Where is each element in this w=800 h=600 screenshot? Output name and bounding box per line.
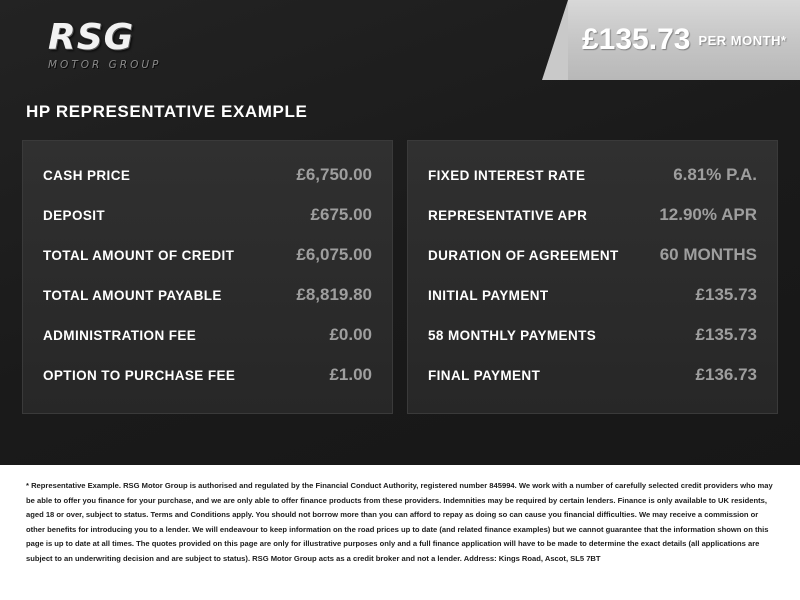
row-label: FINAL PAYMENT [428, 368, 541, 383]
monthly-price-period: PER MONTH* [698, 32, 787, 48]
row-value: £0.00 [329, 325, 372, 344]
row-label: TOTAL AMOUNT OF CREDIT [43, 248, 235, 263]
row-value: 12.90% APR [659, 205, 757, 224]
page-header [0, 0, 800, 80]
right-details-panel [407, 140, 778, 414]
row-label: TOTAL AMOUNT PAYABLE [43, 288, 222, 303]
page-title: HP REPRESENTATIVE EXAMPLE [26, 102, 308, 121]
row-value: £6,750.00 [296, 165, 372, 184]
row-value: £6,075.00 [296, 245, 372, 264]
table-row [426, 275, 759, 315]
table-row [426, 355, 759, 395]
footer-disclaimer [0, 465, 800, 600]
row-label: REPRESENTATIVE APR [428, 208, 588, 223]
row-value: £8,819.80 [296, 285, 372, 304]
table-row [426, 315, 759, 355]
row-value: £136.73 [695, 365, 757, 384]
table-row [41, 235, 374, 275]
row-label: OPTION TO PURCHASE FEE [43, 368, 236, 383]
table-row [41, 195, 374, 235]
monthly-price-banner [568, 0, 800, 80]
table-row [41, 315, 374, 355]
logo-secondary-text: MOTOR GROUP [48, 58, 162, 71]
table-row [41, 275, 374, 315]
table-row [426, 155, 759, 195]
row-label: ADMINISTRATION FEE [43, 328, 197, 343]
table-row [41, 155, 374, 195]
brand-logo [0, 0, 161, 80]
row-label: 58 MONTHLY PAYMENTS [428, 328, 597, 343]
table-row [426, 195, 759, 235]
disclaimer-text: * Representative Example. RSG Motor Group is authorised and regulated by the Financial Conduct Authority, registered number 845994. We work with a number of carefully selected credit providers who may be able to offer you finance for your purchase, and we are only able to offer finance products from these providers. Indemnities may be required by certain lenders. Finance is only available to UK residents, aged 18 or over, subject to status. Terms and Conditions apply. You should not borrow more than you can afford to repay as doing so can cause you financial difficulties. We may receive a commission or other benefits for introducing you to a lender. We will endeavour to keep information on the road prices up to date (and related finance examples) but we cannot guarantee that the information shown on this page is up to date at all times. The quotes provided on this page are only for illustrative purposes only and a full finance application will have to be made to determine the exact details (all applications are subject to an underwriting decision and are subject to status). RSG Motor Group acts as a credit broker and not a lender. Address: Kings Road, Ascot, SL5 7BT [26, 481, 773, 563]
row-label: FIXED INTEREST RATE [428, 168, 586, 183]
row-value: £135.73 [695, 285, 757, 304]
row-label: CASH PRICE [43, 168, 131, 183]
row-value: £675.00 [310, 205, 372, 224]
table-row [426, 235, 759, 275]
monthly-price-amount: £135.73 [582, 23, 691, 56]
left-details-panel [22, 140, 393, 414]
logo-primary-text: RSG [48, 16, 135, 58]
row-value: £135.73 [695, 325, 757, 344]
row-value: 6.81% P.A. [673, 165, 757, 184]
row-label: INITIAL PAYMENT [428, 288, 549, 303]
table-row [41, 355, 374, 395]
finance-details-panels [22, 140, 778, 414]
row-label: DEPOSIT [43, 208, 106, 223]
row-value: £1.00 [329, 365, 372, 384]
row-value: 60 MONTHS [659, 245, 757, 264]
row-label: DURATION OF AGREEMENT [428, 248, 619, 263]
